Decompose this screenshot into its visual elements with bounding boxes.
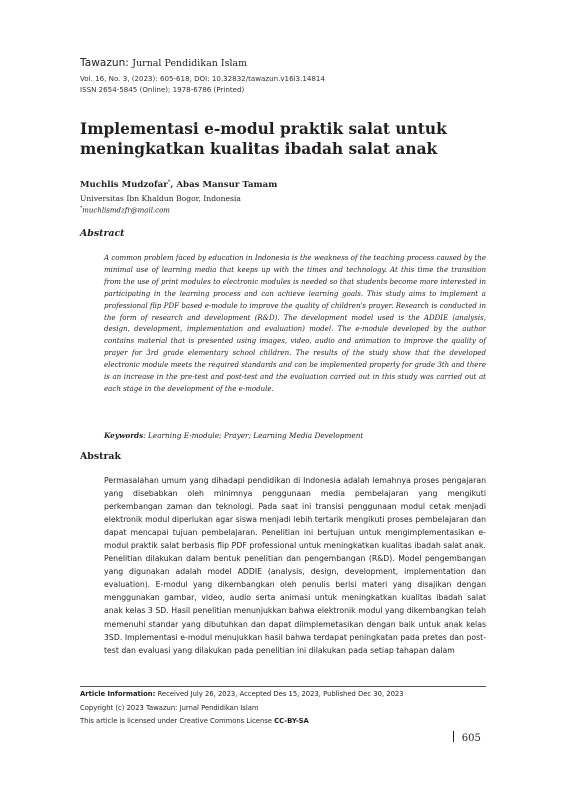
article-title-line-1: Implementasi e-modul praktik salat untuk [80, 120, 447, 138]
journal-title [80, 57, 247, 69]
page-number [453, 731, 481, 744]
abstract-english-text: A common problem faced by education in Indonesia is the weakness of the teaching process caused by the minimal use of learning media that keeps up with the times and technology. At this time the transition from the use of print modules to electronic modules is needed so that students become more interested in participating in the learning process and can achieve learning goals. This study aims to implement a professional flip PDF based e-module to improve the quality of children's prayer. Research is conducted in the form of research and development (R&D). The development model used is the ADDIE (analysis, design, development, implementation and evaluation) model. The e-module developed by the author contains material that is presented using images, video, audio and animation to improve the quality of prayer for 3rd grade elementary school children. The results of the study show that the developed electronic module meets the required standards and can be implemented properly for grade 3th and there is an increase in the pre-test and post-test and the evaluation carried out in this study was carried out at each stage in the development of the e-module. [104, 253, 486, 393]
issn-line: ISSN 2654-5845 (Online); 1978-6786 (Printed) [80, 85, 245, 94]
article-information [80, 690, 404, 698]
author-list [80, 179, 277, 190]
corresponding-author-mark: * [167, 179, 171, 185]
page-number-value: 605 [461, 733, 481, 744]
keywords-list: : Learning E-module; Prayer; Learning Media Development [143, 431, 364, 440]
article-title [80, 119, 500, 159]
journal-name: Tawazun: [80, 57, 129, 69]
abstrak-heading: Abstrak [80, 451, 121, 462]
author-name: , Abas Mansur Tamam [170, 179, 278, 190]
author-name: Muchlis Mudzofar [80, 179, 168, 190]
keywords-line [104, 431, 363, 440]
article-title-line-2: meningkatkan kualitas ibadah salat anak [80, 140, 438, 158]
footer-divider [80, 686, 486, 687]
article-dates: Received July 26, 2023, Accepted Des 15, 2023, Published Dec 30, 2023 [155, 690, 404, 698]
copyright-line: Copyright (c) 2023 Tawazun: Jurnal Pendidikan Islam [80, 704, 259, 712]
email-mark: * [80, 206, 83, 211]
page-number-bar [453, 731, 454, 742]
license-name: CC-BY-SA [274, 717, 309, 725]
keywords-label: Keywords [104, 431, 144, 440]
abstract-indonesian-text: Permasalahan umum yang dihadapi pendidikan di Indonesia adalah lemahnya proses pengajaran yang disebabkan oleh minimnya penggunaan media pembelajaran yang mengikuti perkembangan zaman dan teknologi. Pada saat ini transisi penggunaan modul cetak menjadi elektronik modul diperlukan agar siswa menjadi lebih tertarik mengikuti proses pembelajaran dan dapat mencapai tujuan pembelajaran. Penelitian ini bertujuan untuk mengimplementasikan e-modul praktik salat berbasis flip PDF professional untuk meningkatkan kualitas ibadah salat anak. Penelitian dilakukan dalam bentuk penelitian dan pengembangan (R&D). Model pengembangan yang digunakan adalah model ADDIE (analysis, design, development, implementation dan evaluation). E-modul yang dikembangkan oleh penulis berisi materi yang disajikan dengan menggunakan gambar, video, audio serta animasi untuk meningkatkan kualitas ibadah salat anak kelas 3 SD. Hasil penelitian menunjukkan bahwa elektronik modul yang dikembangkan telah memenuhi standar yang dibutuhkan dan dapat diimplemetasikan dengan baik untuk anak kelas 3SD. Implementasi e-modul menujukkan hasil bahwa terdapat peningkatan pada pretes dan post-test dan evaluasi yang dilakukan pada penelitian ini dilakukan pada setiap tahapan dalam [104, 476, 486, 655]
license-line [80, 717, 309, 725]
journal-subtitle: Jurnal Pendidikan Islam [132, 58, 248, 69]
author-affiliation: Universitas Ibn Khaldun Bogor, Indonesia [80, 194, 241, 203]
email-address: muchlismdzfr@mail.com [82, 206, 170, 215]
corresponding-email [80, 206, 170, 214]
article-information-label: Article Information: [80, 690, 156, 698]
license-text: This article is licensed under Creative Commons License [80, 717, 275, 725]
abstract-heading: Abstract [80, 228, 125, 239]
volume-doi-line: Vol. 16, No. 3, (2023): 605-618, DOI: 10.32832/tawazun.v16i3.14814 [80, 74, 325, 83]
